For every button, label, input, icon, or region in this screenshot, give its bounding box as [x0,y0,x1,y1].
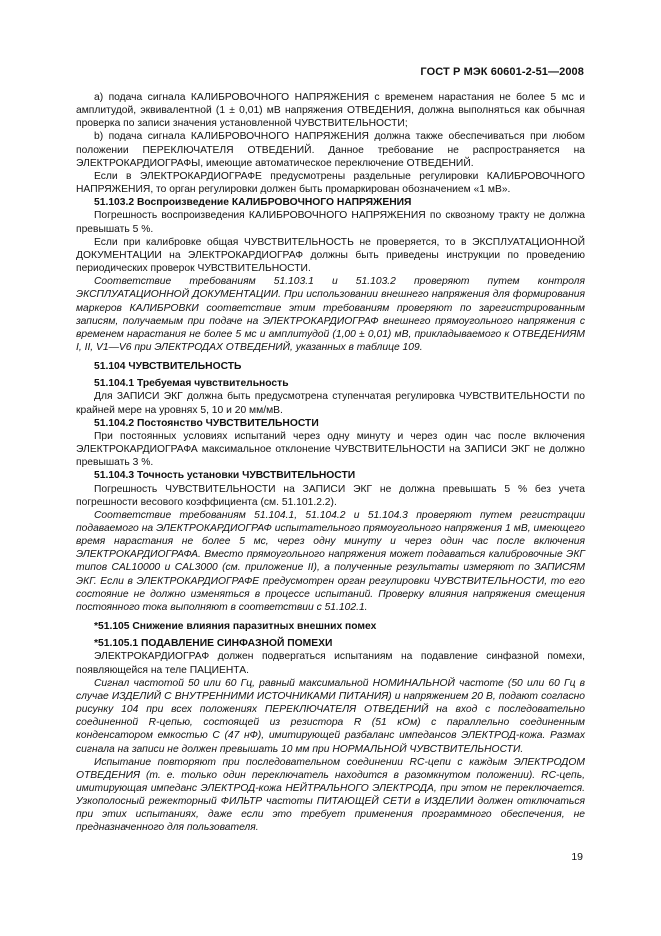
page-number: 19 [571,851,583,863]
paragraph: Погрешность воспроизведения КАЛИБРОВОЧНОГО НАПРЯЖЕНИЯ по сквозному тракту не должна превышать 5 %. [76,210,585,235]
compliance-paragraph: Сигнал частотой 50 или 60 Гц, равный максимальной НОМИНАЛЬНОЙ частоте (50 или 60 Гц в случае ИЗДЕЛИЙ С ВНУТРЕННИМИ ИСТОЧНИКАМИ ПИТАНИЯ) и напряжением 20 В, подают согласно рисунку 104 при всех положениях ПЕРЕКЛЮЧАТЕЛЯ ОТВЕДЕНИЙ на вход с последовательно соединенной R-цепью, состоящей из резистора R (51 кОм) с параллельно соединенным конденсатором емкостью C (47 нФ), имитирующей разбаланс импедансов ЭЛЕКТРОД-кожа. Размах сигнала на записи не должен превышать 10 мм при НОРМАЛЬНОЙ ЧУВСТВИТЕЛЬНОСТИ. [76,677,585,755]
section-heading: 51.103.2 Воспроизведение КАЛИБРОВОЧНОГО НАПРЯЖЕНИЯ [94,197,412,209]
compliance-paragraph: Соответствие требованиям 51.103.1 и 51.103.2 проверяют путем контроля ЭКСПЛУАТАЦИОННОЙ ДОКУМЕНТАЦИИ. При использовании внешнего напряжения для формирования маркеров КАЛИБРОВКИ соответствие этим требованиям проверяют по зарегистрированным записям, получаемым при подаче на ЭЛЕКТРОКАРДИОГРАФ внешнего прямоугольного напряжения с временем нарастания не более 5 мс и амплитудой (1,00 ± 0,01) мВ, прикладываемого к ОТВЕДЕНИЯМ I, II, V1—V6 при ЭЛЕКТРОДАХ ОТВЕДЕНИЙ, указанных в таблице 109. [76,276,585,353]
paragraph: Если при калибровке общая ЧУВСТВИТЕЛЬНОСТЬ не проверяется, то в ЭКСПЛУАТАЦИОННОЙ ДОКУМЕНТАЦИИ на ЭЛЕКТРОКАРДИОГРАФ должны быть приведены инструкции по проведению периодических проверок ЧУВСТВИТЕЛЬНОСТИ. [76,236,585,275]
section-heading: 51.104.1 Требуемая чувствительность [94,378,289,390]
paragraph: а) подача сигнала КАЛИБРОВОЧНОГО НАПРЯЖЕНИЯ с временем нарастания не более 5 мс и амплитудой, эквивалентной (1 ± 0,01) мВ напряжения ОТВЕДЕНИЯ, должна выполняться как обычная проверка по записи значения установленной ЧУВСТВИТЕЛЬНОСТИ; [76,92,585,130]
document-header: ГОСТ Р МЭК 60601-2-51—2008 [420,66,584,78]
section-heading: 51.104 ЧУВСТВИТЕЛЬНОСТЬ [94,361,242,373]
compliance-paragraph: Соответствие требованиям 51.104.1, 51.104.2 и 51.104.3 проверяют путем регистрации подаваемого на ЭЛЕКТРОКАРДИОГРАФ испытательного прямоугольного напряжения 1 мВ, имеющего время нарастания не более 5 мс, через одну минуту и через один час после включения ЭЛЕКТРОКАРДИОГРАФА. Вместо прямоугольного напряжения может подаваться калибровочные ЭКГ типов CAL10000 и CAL3000 (см. приложение II), а полученные результаты измеряют по ЗАПИСЯМ ЭКГ. Если в ЭЛЕКТРОКАРДИОГРАФЕ предусмотрен орган регулировки ЧУВСТВИТЕЛЬНОСТИ, то его состояние не должно изменяться в процессе испытаний. Проверку влияния напряжения смещения постоянного тока выполняют в соответствии с 51.102.1. [76,509,585,613]
section-heading: 51.104.3 Точность установки ЧУВСТВИТЕЛЬНОСТИ [94,470,356,482]
paragraph: ЭЛЕКТРОКАРДИОГРАФ должен подвергаться испытаниям на подавление синфазной помехи, появляющейся на теле ПАЦИЕНТА. [76,651,585,676]
section-heading: 51.104.2 Постоянство ЧУВСТВИТЕЛЬНОСТИ [94,417,319,429]
compliance-paragraph: Испытание повторяют при последовательном соединении RC-цепи с каждым ЭЛЕКТРОДОМ ОТВЕДЕНИЯ (т. е. только один переключатель находится в разомкнутом положении). RC-цепь, имитирующая импеданс ЭЛЕКТРОД-кожа НЕЙТРАЛЬНОГО ЭЛЕКТРОДА, при этом не переключается. Узкополосный режекторный ФИЛЬТР частоты ПИТАЮЩЕЙ СЕТИ в ИЗДЕЛИИ должен отключаться при этих испытаниях, даже если это требует применения программного обеспечения, не предназначенного для пользователя. [76,756,585,834]
paragraph: b) подача сигнала КАЛИБРОВОЧНОГО НАПРЯЖЕНИЯ должна также обеспечиваться при любом положении ПЕРЕКЛЮЧАТЕЛЯ ОТВЕДЕНИЙ. Данное требование не распространяется на ЭЛЕКТРОКАРДИОГРАФЫ, имеющие автоматическое переключение ОТВЕДЕНИЙ. [76,131,585,169]
paragraph: Для ЗАПИСИ ЭКГ должна быть предусмотрена ступенчатая регулировка ЧУВСТВИТЕЛЬНОСТИ по крайней мере на уровнях 5, 10 и 20 мм/мВ. [76,391,585,416]
page-body [76,91,585,835]
paragraph: При постоянных условиях испытаний через одну минуту и через один час после включения ЭЛЕКТРОКАРДИОГРАФА максимальное отклонение ЧУВСТВИТЕЛЬНОСТИ на ЗАПИСИ ЭКГ не должно превышать 3 %. [76,430,585,469]
paragraph: Погрешность ЧУВСТВИТЕЛЬНОСТИ на ЗАПИСИ ЭКГ не должна превышать 5 % без учета погрешности весового коэффициента (см. 51.101.2.2). [76,483,585,508]
section-heading: *51.105.1 ПОДАВЛЕНИЕ СИНФАЗНОЙ ПОМЕХИ [94,638,333,650]
paragraph: Если в ЭЛЕКТРОКАРДИОГРАФЕ предусмотрены раздельные регулировки КАЛИБРОВОЧНОГО НАПРЯЖЕНИЯ, то орган регулировки должен быть промаркирован обозначением «1 мВ». [76,170,585,196]
section-heading: *51.105 Снижение влияния паразитных внешних помех [94,621,377,633]
